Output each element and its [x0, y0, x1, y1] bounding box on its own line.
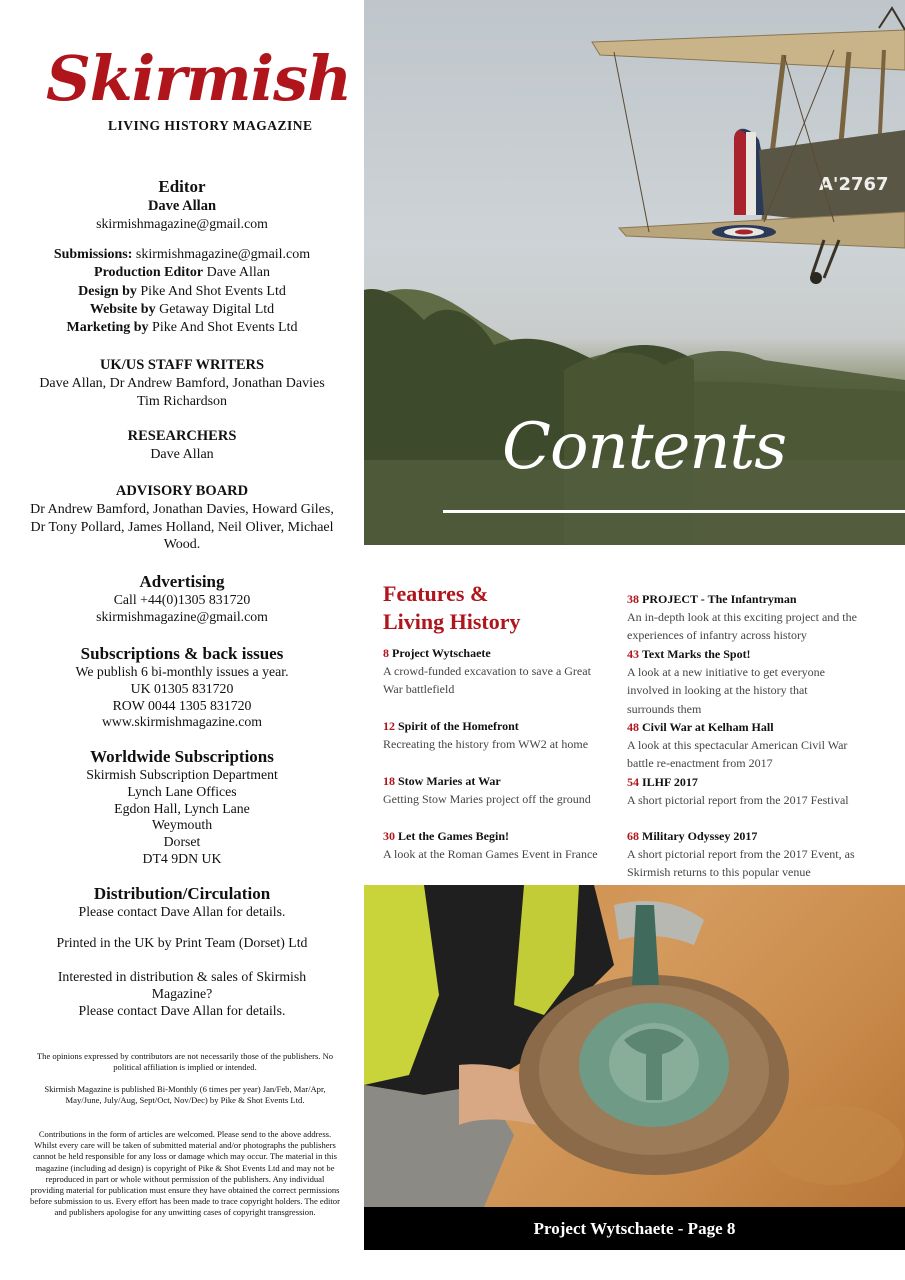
- item-page: 48: [627, 720, 639, 734]
- worker-sleeve: [614, 901, 704, 945]
- logo-subtitle: LIVING HISTORY MAGAZINE: [108, 118, 313, 133]
- printed-line: Printed in the UK by Print Team (Dorset) Ltd: [56, 935, 308, 950]
- interest-line1: Interested in distribution & sales of Skirmish: [57, 969, 307, 984]
- staff-writers-line2: Tim Richardson: [136, 393, 228, 409]
- subscriptions-line4: www.skirmishmagazine.com: [101, 714, 263, 730]
- contents-item[interactable]: [627, 773, 857, 809]
- item-description: Recreating the history from WW2 at home: [383, 737, 589, 752]
- editor-block: [0, 176, 364, 233]
- staff-writers-line1: Dave Allan, Dr Andrew Bamford, Jonathan Davies: [39, 376, 325, 391]
- distribution-block: [0, 883, 364, 921]
- item-page: 68: [627, 829, 639, 843]
- researchers-heading: RESEARCHERS: [127, 428, 237, 444]
- worldwide-heading: Worldwide Subscriptions: [90, 747, 274, 766]
- item-page: 12: [383, 719, 395, 733]
- subscriptions-line1: We publish 6 bi-monthly issues a year.: [75, 664, 289, 679]
- item-title: PROJECT - The Infantryman: [642, 592, 797, 606]
- excavation-scene: [364, 885, 905, 1207]
- item-title: Stow Maries at War: [398, 774, 501, 788]
- item-page: 43: [627, 647, 639, 661]
- photo-caption: Project Wytschaete - Page 8: [364, 1207, 905, 1250]
- undercarriage: [824, 240, 839, 278]
- item-title: Military Odyssey 2017: [642, 829, 758, 843]
- item-title: Civil War at Kelham Hall: [642, 720, 774, 734]
- advisory-block: [0, 482, 364, 554]
- features-heading-line1: Features &: [383, 581, 489, 606]
- roundel-center: [735, 230, 753, 235]
- advisory-line3: Wood.: [163, 537, 201, 552]
- excavation-photo: [364, 885, 905, 1207]
- item-description: A short pictorial report from the 2017 Event, as Skirmish returns to this popular venue: [627, 847, 855, 880]
- eagle-motif: [646, 1045, 662, 1100]
- submissions-line: Submissions: skirmishmagazine@gmail.com: [53, 247, 311, 262]
- contents-title: Contents: [502, 410, 787, 484]
- wheel: [810, 272, 822, 284]
- cabane-strut: [879, 8, 905, 30]
- item-description: Getting Stow Maries project off the ground: [383, 792, 591, 807]
- item-title: ILHF 2017: [642, 775, 698, 789]
- worldwide-line1: Skirmish Subscription Department: [86, 767, 278, 782]
- advertising-heading: Advertising: [139, 572, 225, 591]
- item-description: An in-depth look at this exciting project and the experiences of infantry across history: [627, 610, 857, 643]
- contents-item[interactable]: [383, 644, 613, 699]
- advisory-line1: Dr Andrew Bamford, Jonathan Davies, Howard Giles,: [30, 502, 334, 517]
- item-description: A short pictorial report from the 2017 Festival: [627, 793, 849, 808]
- marketing-line: Marketing by Pike And Shot Events Ltd: [66, 320, 298, 336]
- contributions-text: Contributions in the form of articles are welcomed. Please send to the above address. Whilst every care will be taken of submitted material and/or photographs the publishers cannot be held responsible for any loss or damage which may occur. The material in this magazine (including ad design) is copyright of Pike & Shot Events Ltd and may not be reproduced in part or whole without permission of the publishers. Any individual providing material for publication must ensure they have obtained the correct permissions before submission to us. Every effort has been made to trace copyright holders. The editor and publishers apologise for any unwitting cases of copyright transgression.: [30, 1129, 340, 1218]
- advertising-block: [0, 571, 364, 626]
- rudder-red-stripe: [734, 130, 746, 215]
- subscriptions-line2: UK 01305 831720: [130, 680, 234, 696]
- item-title: Let the Games Begin!: [398, 829, 509, 843]
- advisory-line2: Dr Tony Pollard, James Holland, Neil Oliver, Michael: [30, 519, 334, 535]
- skirmish-logo: [42, 42, 352, 148]
- editor-heading: Editor: [158, 177, 206, 196]
- worldwide-line2: Lynch Lane Offices: [127, 783, 237, 799]
- researchers-block: [0, 427, 364, 464]
- masthead-column: [0, 0, 364, 1280]
- contents-underline: [443, 510, 905, 513]
- worldwide-line6: DT4 9DN UK: [142, 850, 222, 866]
- item-page: 30: [383, 829, 395, 843]
- distribution-line1: Please contact Dave Allan for details.: [78, 904, 286, 919]
- subscriptions-heading: Subscriptions & back issues: [80, 644, 284, 663]
- advertising-email: skirmishmagazine@gmail.com: [96, 608, 268, 624]
- item-title: Spirit of the Homefront: [398, 719, 519, 733]
- contents-item[interactable]: [627, 645, 857, 718]
- item-title: Text Marks the Spot!: [642, 647, 751, 661]
- contents-item[interactable]: [383, 717, 613, 753]
- advisory-heading: ADVISORY BOARD: [115, 483, 249, 499]
- item-page: 54: [627, 775, 639, 789]
- worldwide-line4: Weymouth: [151, 817, 213, 833]
- item-page: 18: [383, 774, 395, 788]
- rudder-white-stripe: [746, 132, 756, 215]
- worldwide-line3: Egdon Hall, Lynch Lane: [114, 800, 250, 816]
- undercarriage: [812, 240, 824, 275]
- item-description: A look at a new initiative to get everyone involved in looking at the history that surrounds them: [627, 665, 825, 716]
- subscriptions-line3: ROW 0044 1305 831720: [112, 697, 252, 713]
- worldwide-line5: Dorset: [163, 834, 201, 850]
- staff-writers-heading: UK/US STAFF WRITERS: [99, 357, 265, 373]
- interest-line2: Magazine?: [151, 985, 213, 1001]
- plane-marking: A'2767: [819, 174, 889, 195]
- researchers-value: Dave Allan: [150, 447, 214, 462]
- contents-item[interactable]: [383, 772, 613, 808]
- contents-item[interactable]: [383, 827, 613, 863]
- editor-email: skirmishmagazine@gmail.com: [96, 216, 268, 231]
- interest-block: [0, 969, 364, 1019]
- staff-writers-block: [0, 356, 364, 410]
- item-page: 8: [383, 646, 389, 660]
- item-description: A look at this spectacular American Civil War battle re-enactment from 2017: [627, 738, 848, 771]
- production-line: Production Editor Dave Allan: [94, 265, 270, 281]
- contents-item[interactable]: [627, 590, 867, 645]
- item-description: A crowd-funded excavation to save a Great War battlefield: [383, 664, 591, 697]
- item-description: A look at the Roman Games Event in France: [383, 847, 598, 862]
- soil-patch: [764, 1105, 904, 1185]
- item-title: Project Wytschaete: [392, 646, 491, 660]
- rigging-wire: [614, 52, 649, 232]
- credits-block: [0, 246, 364, 337]
- upper-wing: [592, 30, 905, 70]
- advertising-phone: Call +44(0)1305 831720: [113, 592, 251, 607]
- disclaimer-text: The opinions expressed by contributors are not necessarily those of the publishers. No political affiliation is implied or intended.: [36, 1051, 334, 1073]
- website-line: Website by Getaway Digital Ltd: [89, 301, 275, 317]
- contents-item[interactable]: [627, 718, 867, 773]
- distribution-heading: Distribution/Circulation: [93, 884, 271, 903]
- contents-item[interactable]: [627, 827, 867, 882]
- item-page: 38: [627, 592, 639, 606]
- features-heading-line2: Living History: [383, 609, 521, 634]
- logo-wordmark: Skirmish: [46, 42, 352, 115]
- worldwide-block: [0, 746, 364, 868]
- editor-name: Dave Allan: [147, 198, 217, 214]
- publication-schedule-text: Skirmish Magazine is published Bi-Monthly (6 times per year) Jan/Feb, Mar/Apr, May/June, July/Aug, Sept/Oct, Nov/Dec) by Pike & Shot Events Ltd.: [44, 1084, 326, 1106]
- interest-line3: Please contact Dave Allan for details.: [78, 1002, 286, 1018]
- subscriptions-block: [0, 643, 364, 731]
- design-line: Design by Pike And Shot Events Ltd: [78, 283, 286, 299]
- features-heading: [383, 580, 521, 636]
